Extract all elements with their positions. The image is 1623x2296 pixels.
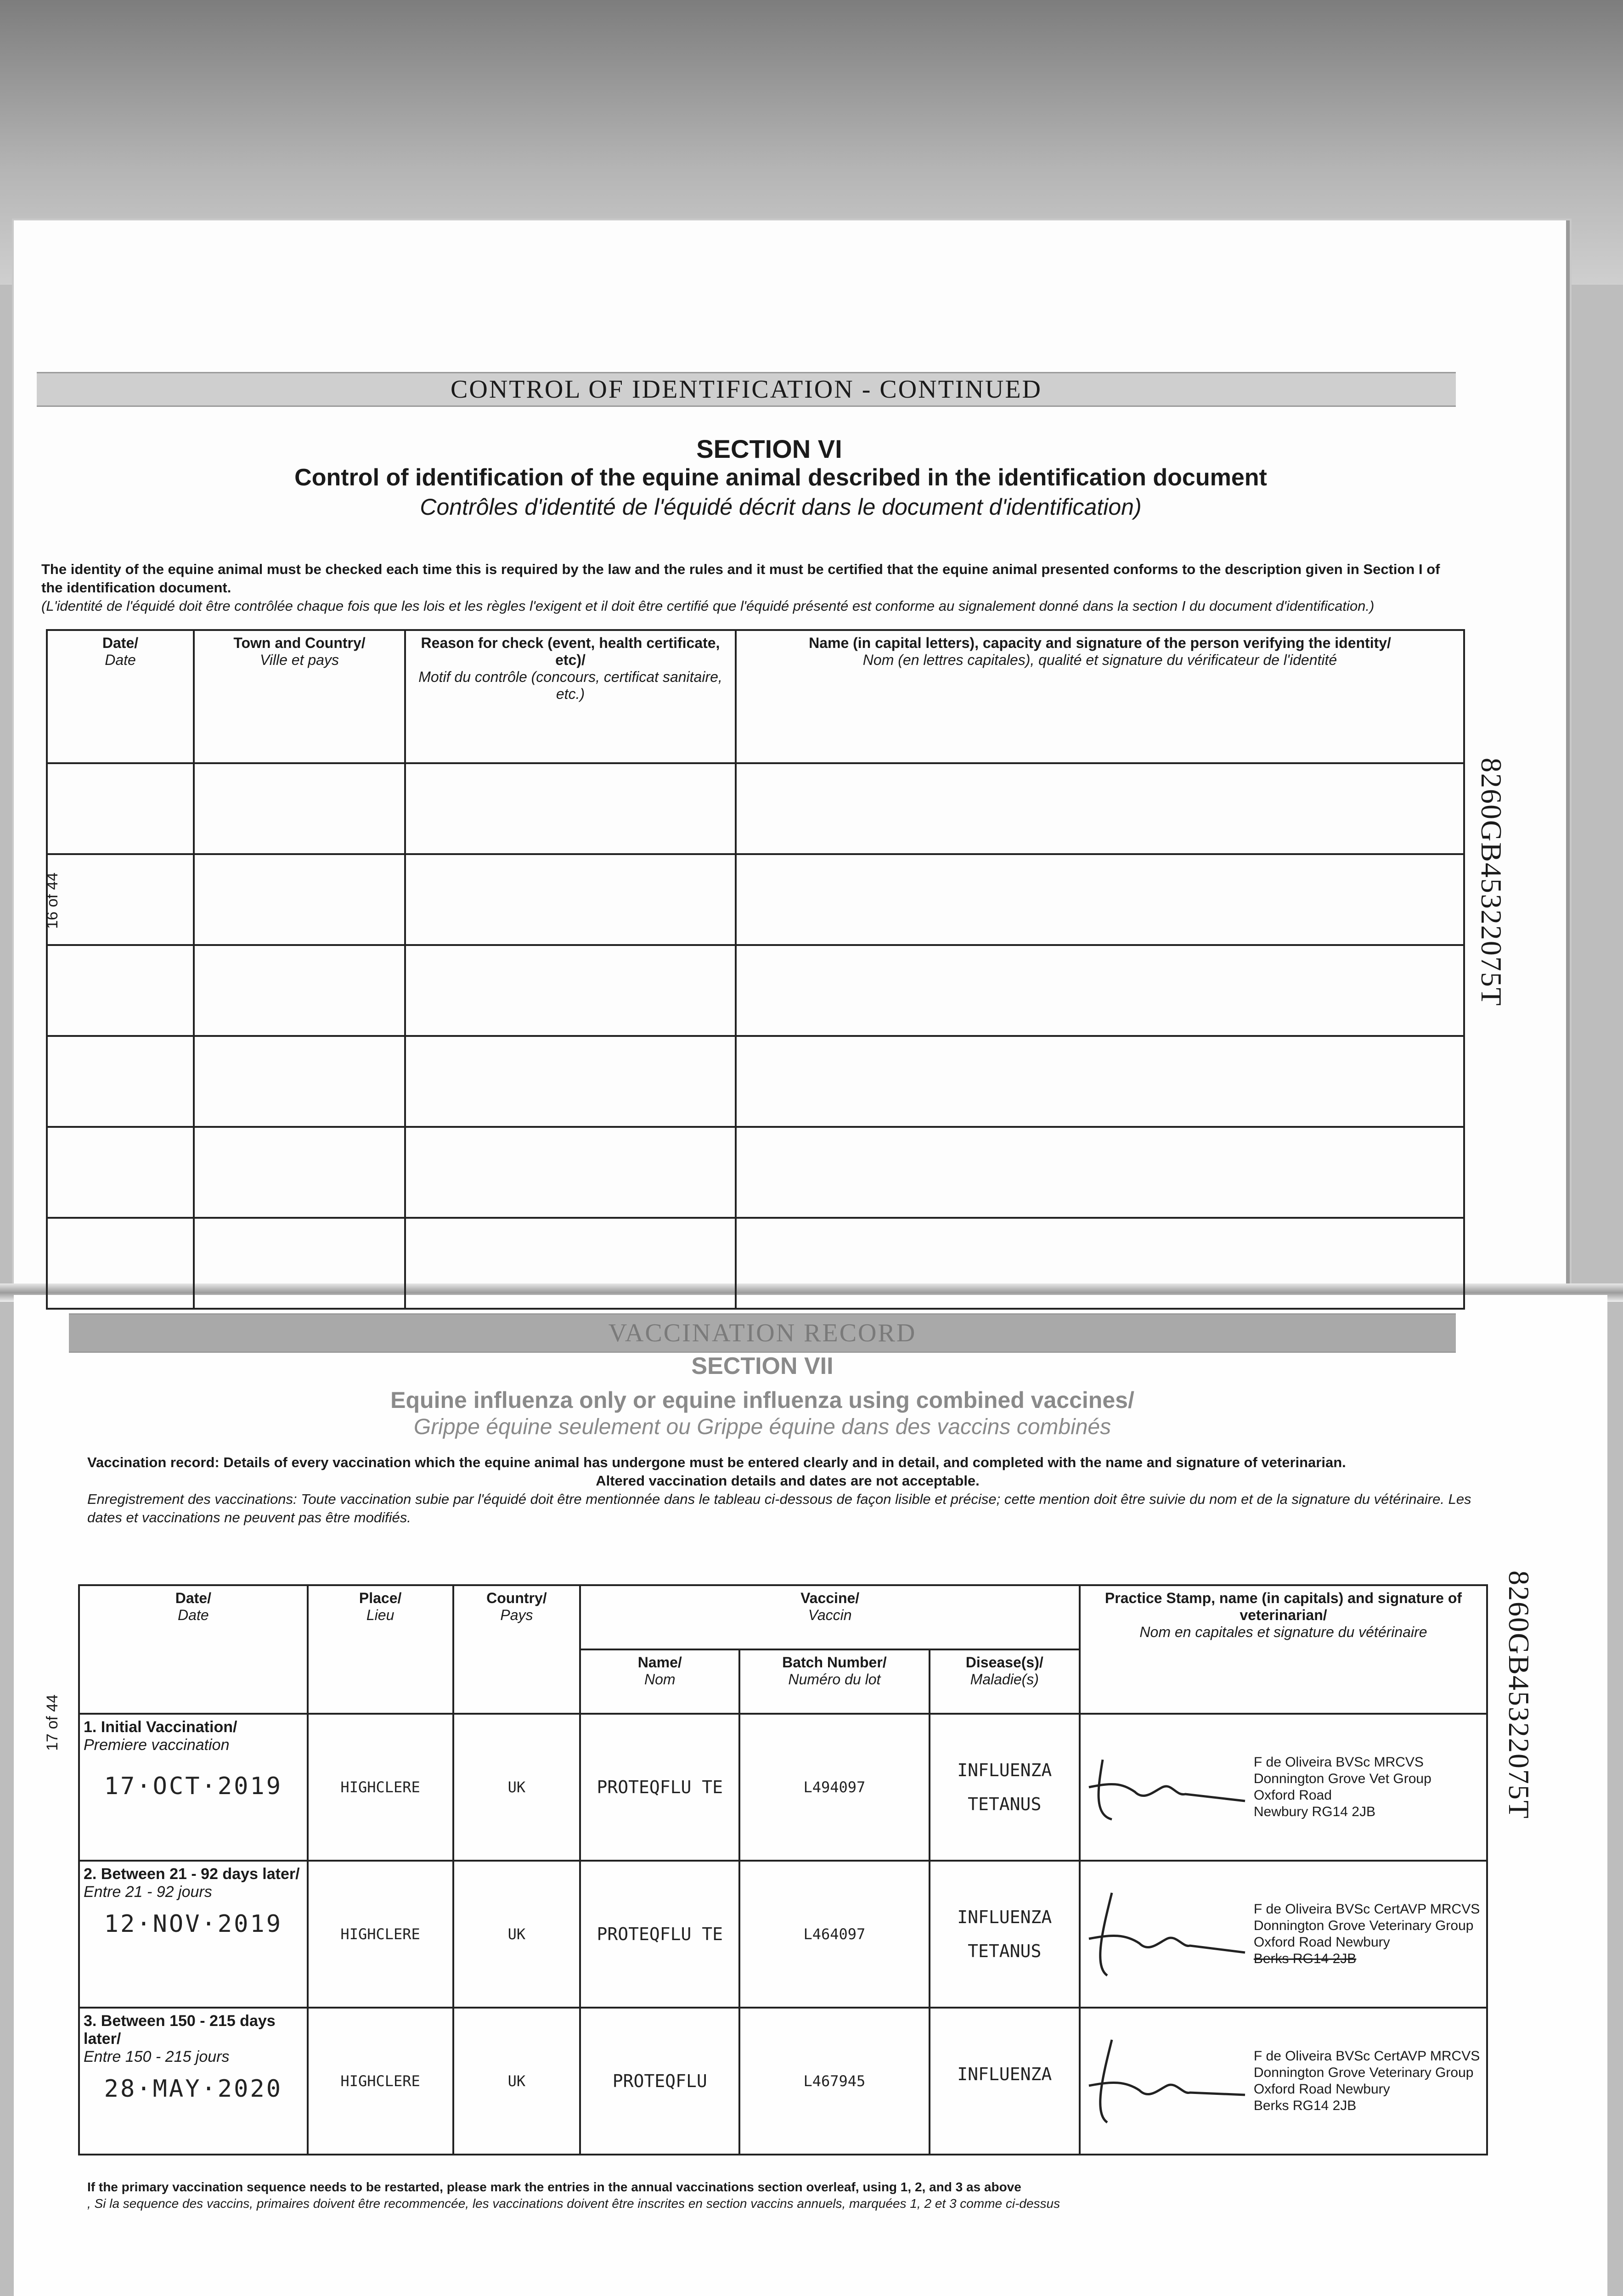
footnote-en: If the primary vaccination sequence needs to be restarted, please mark the entries in the annual vaccinations section overleaf, using 1, 2, and 3 as above xyxy=(87,2180,1021,2194)
place-cell[interactable]: HIGHCLERE xyxy=(308,1714,453,1861)
page-number-16: 16 of 44 xyxy=(44,872,61,929)
col-town-country: Town and Country/ Ville et pays xyxy=(194,630,405,763)
col-date: Date/ Date xyxy=(47,630,194,763)
practice-stamp: F de Oliveira BVSc CertAVP MRCVS Donnington Grove Veterinary Group Oxford Road Newbury Berks RG14 2JB xyxy=(1253,2048,1480,2113)
table-row xyxy=(79,2008,1487,2155)
table-row xyxy=(47,854,1464,945)
col-vaccine-name: Name/ Nom xyxy=(580,1649,739,1714)
footnote-fr: , Si la sequence des vaccins, primaires doivent être recommencée, les vaccinations doivent être inscrites en section vaccins annuels, marquées 1, 2 et 3 comme ci-dessus xyxy=(87,2196,1060,2211)
batch-cell[interactable]: L464097 xyxy=(739,1861,929,2008)
table-row xyxy=(47,763,1464,854)
vaccine-name-cell[interactable]: PROTEQFLU xyxy=(580,2008,739,2155)
vaccination-table xyxy=(78,1584,1488,2155)
page-number-17: 17 of 44 xyxy=(44,1694,61,1751)
stamp-cell[interactable] xyxy=(1080,1714,1487,1861)
section6-intro xyxy=(41,560,1442,615)
col-reason: Reason for check (event, health certificate, etc)/ Motif du contrôle (concours, certificat sanitaire, etc.) xyxy=(405,630,736,763)
vet-signature xyxy=(1084,1888,1250,1980)
table-row xyxy=(47,1036,1464,1127)
section6-title-fr: Contrôles d'identité de l'équidé décrit dans le document d'identification) xyxy=(420,494,1142,520)
section6-label: SECTION VI xyxy=(696,434,842,463)
section7-title-en: Equine influenza only or equine influenza using combined vaccines/ xyxy=(390,1387,1134,1413)
section6-title-en: Control of identification of the equine animal described in the identification document xyxy=(294,464,1267,491)
place-cell[interactable]: HIGHCLERE xyxy=(308,2008,453,2155)
table-row xyxy=(47,945,1464,1036)
section7-label: SECTION VII xyxy=(691,1353,834,1379)
practice-stamp: F de Oliveira BVSc CertAVP MRCVS Donnington Grove Veterinary Group Oxford Road Newbury Berks RG14 2JB xyxy=(1253,1902,1480,1966)
col-country: Country/ Pays xyxy=(453,1585,580,1714)
batch-cell[interactable]: L467945 xyxy=(739,2008,929,2155)
record-fr: Enregistrement des vaccinations: Toute vaccination subie par l'équidé doit être mentionnée dans le tableau ci-dessous de façon lisible et précise; cette mention doit être suivie du nom et de la signature du vétérinaire. Les dates et vaccinations ne peuvent pas être modifiés. xyxy=(87,1491,1471,1525)
practice-stamp: F de Oliveira BVSc MRCVS Donnington Grove Vet Group Oxford Road Newbury RG14 2JB xyxy=(1253,1755,1431,1819)
col-batch: Batch Number/ Numéro du lot xyxy=(739,1649,929,1714)
section7-banner: VACCINATION RECORD xyxy=(69,1313,1456,1353)
table-row xyxy=(79,1714,1487,1861)
vet-signature xyxy=(1084,1750,1250,1824)
dose-cell: 2. Between 21 - 92 days later/ Entre 21 - 92 jours 12·NOV·2019 xyxy=(79,1861,308,2008)
handwritten-date[interactable]: 17·OCT·2019 xyxy=(104,1773,283,1800)
col-practice-stamp: Practice Stamp, name (in capitals) and signature of veterinarian/ Nom en capitales et signature du vétérinaire xyxy=(1080,1585,1487,1714)
col-disease: Disease(s)/ Maladie(s) xyxy=(930,1649,1080,1714)
col-vacc-date: Date/ Date xyxy=(79,1585,308,1714)
table-row xyxy=(47,1218,1464,1309)
record-en: Vaccination record: Details of every vaccination which the equine animal has undergone must be entered clearly and in detail, and completed with the name and signature of veterinarian. xyxy=(87,1454,1346,1470)
serial-number-page16: 8260GB45322075T xyxy=(1475,758,1508,1007)
section6-intro-fr: (L'identité de l'équidé doit être contrôlée chaque fois que les lois et les règles l'exigent et il doit être certifié que l'équidé présenté est conforme au signalement donné dans la section I du document d'identification.) xyxy=(41,598,1375,614)
section6-banner: CONTROL OF IDENTIFICATION - CONTINUED xyxy=(37,372,1456,407)
serial-number-page17: 8260GB45322075T xyxy=(1503,1570,1535,1819)
country-cell[interactable]: UK xyxy=(453,1714,580,1861)
section7-title-fr: Grippe équine seulement ou Grippe équine dans des vaccins combinés xyxy=(413,1415,1111,1439)
country-cell[interactable]: UK xyxy=(453,2008,580,2155)
vaccine-name-cell[interactable]: PROTEQFLU TE xyxy=(580,1714,739,1861)
col-vaccine: Vaccine/ Vaccin xyxy=(580,1585,1080,1649)
table-row xyxy=(47,1127,1464,1218)
dose-cell: 3. Between 150 - 215 days later/ Entre 150 - 215 jours 28·MAY·2020 xyxy=(79,2008,308,2155)
disease-cell[interactable]: INFLUENZA TETANUS xyxy=(930,1714,1080,1861)
section6-intro-en: The identity of the equine animal must be checked each time this is required by the law and the rules and it must be certified that the equine animal presented conforms to the description given in Section I of the identification document. xyxy=(41,561,1440,596)
col-verifier: Name (in capital letters), capacity and signature of the person verifying the identity/ Nom (en lettres capitales), qualité et signature du vérificateur de l'identité xyxy=(736,630,1464,763)
place-cell[interactable]: HIGHCLERE xyxy=(308,1861,453,2008)
record-en-2: Altered vaccination details and dates are not acceptable. xyxy=(596,1473,980,1489)
handwritten-date[interactable]: 12·NOV·2019 xyxy=(104,1910,283,1938)
vet-signature xyxy=(1084,2035,1250,2127)
disease-cell[interactable]: INFLUENZA TETANUS xyxy=(930,1861,1080,2008)
handwritten-date[interactable]: 28·MAY·2020 xyxy=(104,2075,283,2103)
dose-cell: 1. Initial Vaccination/ Premiere vaccination 17·OCT·2019 xyxy=(79,1714,308,1861)
footnote xyxy=(87,2179,1465,2212)
stamp-cell[interactable] xyxy=(1080,2008,1487,2155)
vaccination-record-intro xyxy=(87,1453,1488,1527)
table-row xyxy=(79,1861,1487,2008)
identity-check-table xyxy=(46,629,1465,1310)
disease-cell[interactable]: INFLUENZA xyxy=(930,2008,1080,2155)
stamp-cell[interactable] xyxy=(1080,1861,1487,2008)
vaccine-name-cell[interactable]: PROTEQFLU TE xyxy=(580,1861,739,2008)
country-cell[interactable]: UK xyxy=(453,1861,580,2008)
batch-cell[interactable]: L494097 xyxy=(739,1714,929,1861)
col-place: Place/ Lieu xyxy=(308,1585,453,1714)
